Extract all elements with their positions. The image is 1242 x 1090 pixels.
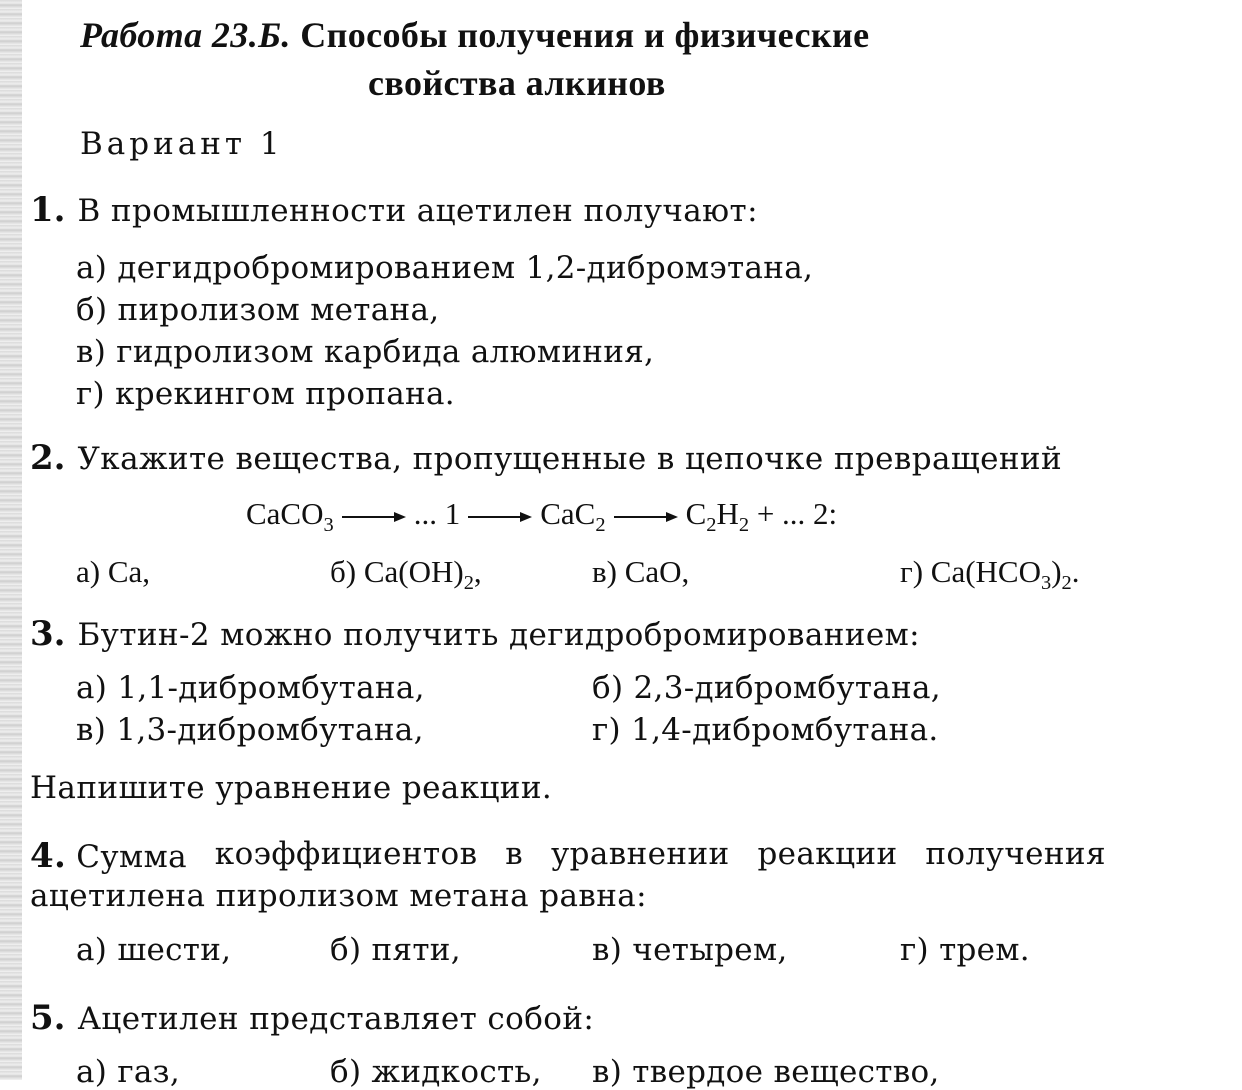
q5-option-c: в) твердое вещество,	[592, 1054, 940, 1090]
question-4	[30, 836, 1106, 876]
q4-option-d: г) трем.	[900, 932, 1030, 968]
question-text-word: получения	[925, 836, 1106, 872]
q3-instruction: Напишите уравнение реакции.	[30, 770, 553, 806]
question-text-word: в	[505, 836, 524, 872]
variant-heading: Вариант 1	[80, 126, 284, 162]
q2-option-b: б) $Ca(OH)_2$,	[330, 554, 482, 595]
q3-option-c: в) 1,3-дибромбутана,	[76, 712, 424, 748]
question-number: 2.	[30, 438, 66, 478]
conversion-chain	[246, 496, 838, 537]
q5-option-a: а) газ,	[76, 1054, 181, 1090]
q2-option-d: г) $Ca(HCO_3)_2$.	[900, 554, 1080, 595]
chain-substance-1: CaCO$_3$	[246, 496, 334, 537]
question-text: В промышленности ацетилен получают:	[77, 193, 758, 229]
q4-option-a: а) шести,	[76, 932, 232, 968]
question-text-word: уравнении	[550, 836, 730, 872]
q1-option-b: б) пиролизом метана,	[76, 292, 440, 328]
q1-option-d: г) крекингом пропана.	[76, 376, 455, 412]
arrow-icon	[342, 512, 406, 522]
chain-substance-4: $C_2H_2$ + ... 2:	[685, 496, 838, 537]
arrow-icon	[614, 512, 678, 522]
question-text-word: коэффициентов	[214, 836, 478, 872]
question-text-word: реакции	[757, 836, 898, 872]
q3-option-a: а) 1,1-дибромбутана,	[76, 670, 425, 706]
q2-option-c: в) CaO,	[592, 554, 690, 589]
question-text: Ацетилен представляет собой:	[77, 1001, 595, 1037]
q3-option-b: б) 2,3-дибромбутана,	[592, 670, 941, 706]
title-topic-line1: Способы получения и физические	[300, 15, 870, 55]
q3-option-d: г) 1,4-дибромбутана.	[592, 712, 939, 748]
question-5	[30, 998, 594, 1038]
q4-option-c: в) четырем,	[592, 932, 788, 968]
arrow-icon	[468, 512, 532, 522]
question-1	[30, 190, 758, 230]
q4-text-line2: ацетилена пиролизом метана равна:	[30, 878, 647, 914]
q4-option-b: б) пяти,	[330, 932, 461, 968]
work-number: Работа 23.Б.	[80, 15, 291, 55]
scan-edge-shadow	[0, 0, 22, 1080]
title-topic-line2: свойства алкинов	[368, 63, 666, 103]
question-number: 1.	[30, 190, 66, 230]
question-number: 4.	[30, 836, 67, 876]
question-text-word: 4. Сумма	[30, 836, 187, 876]
question-number: 5.	[30, 998, 66, 1038]
q2-option-a: а) Ca,	[76, 554, 151, 589]
q1-option-c: в) гидролизом карбида алюминия,	[76, 334, 655, 370]
q5-option-b: б) жидкость,	[330, 1054, 542, 1090]
question-3	[30, 614, 920, 654]
question-text: Укажите вещества, пропущенные в цепочке превращений	[77, 441, 1063, 477]
page-title	[80, 14, 869, 56]
question-number: 3.	[30, 614, 66, 654]
chain-unknown-1: ... 1	[413, 496, 461, 531]
question-2	[30, 438, 1062, 478]
question-text: Бутин-2 можно получить дегидробромированием:	[77, 617, 920, 653]
q1-option-a: а) дегидробромированием 1,2-дибромэтана,	[76, 250, 814, 286]
chain-substance-3: CaC$_2$	[540, 496, 606, 537]
